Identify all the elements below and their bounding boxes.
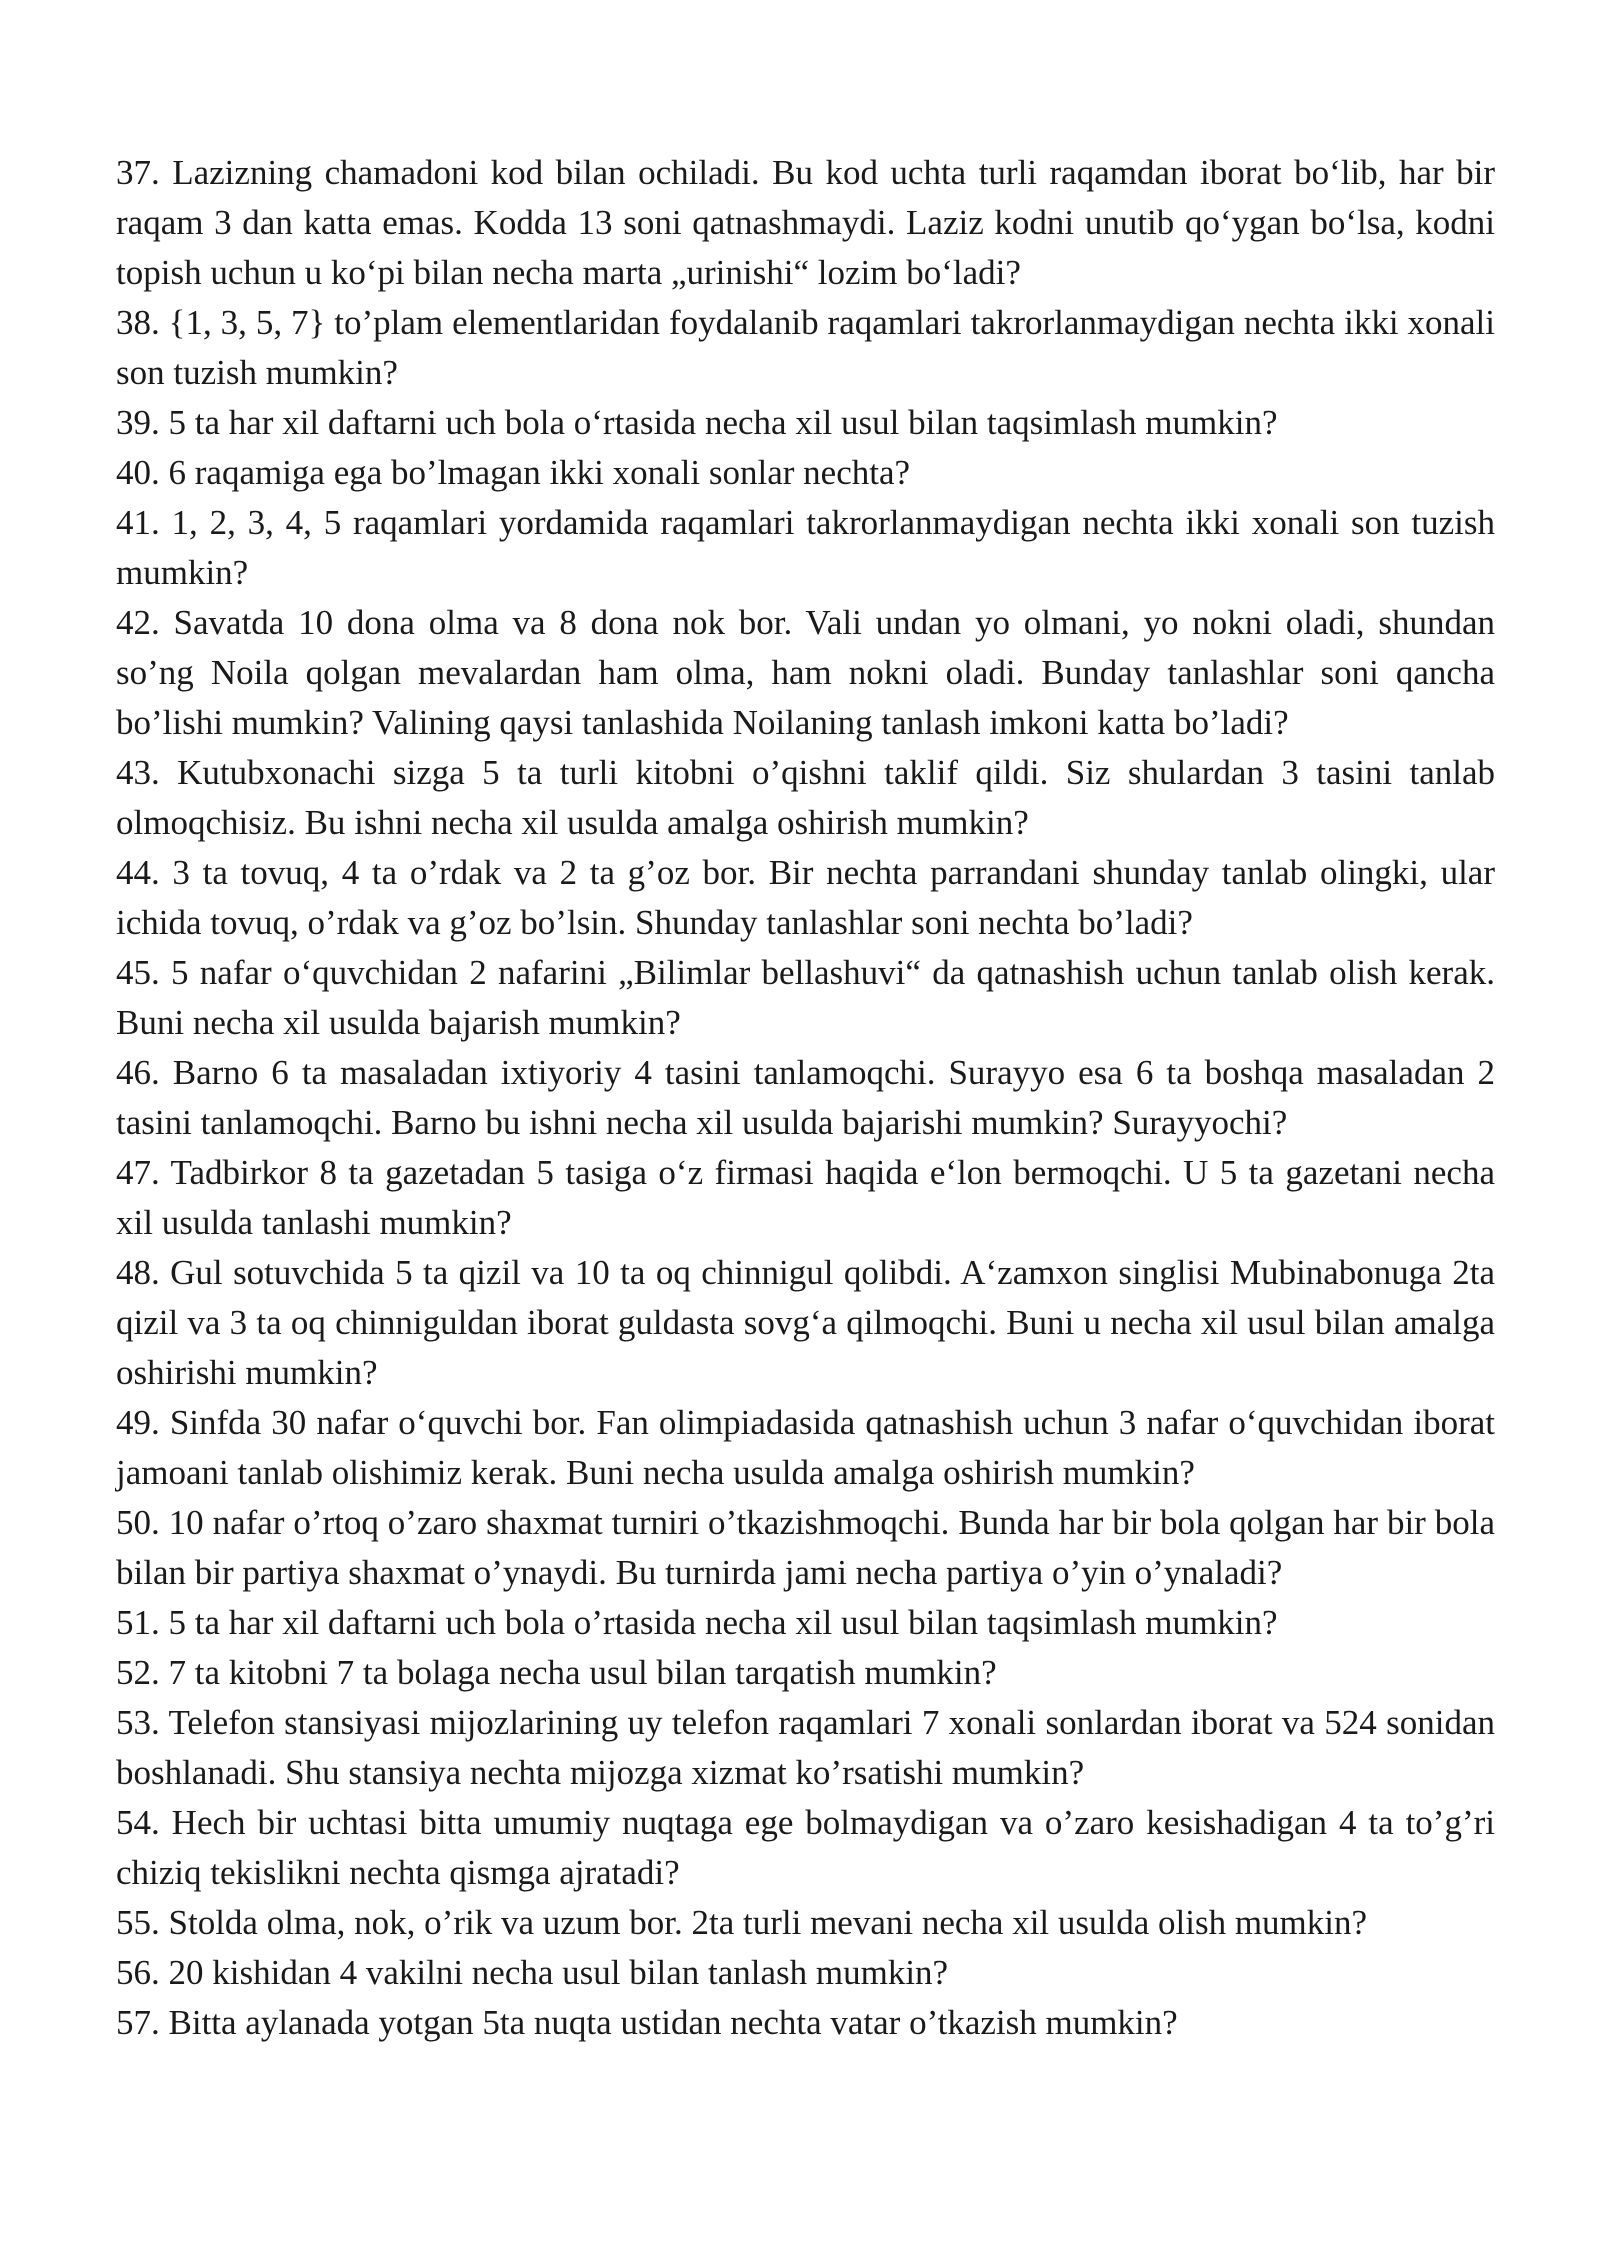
problem-38: 38. {1, 3, 5, 7} to’plam elementlaridan foydalanib raqamlari takrorlanmaydigan nechta ikki xonali son tuzish mumkin? [116,303,1495,392]
problem-55: 55. Stolda olma, nok, o’rik va uzum bor. 2ta turli mevani necha xil usulda olish mumkin? [116,1903,1368,1942]
problem-54: 54. Hech bir uchtasi bitta umumiy nuqtaga ege bolmaydigan va o’zaro kesishadigan 4 ta to’g’ri chiziq tekislikni nechta qismga ajratadi? [116,1803,1495,1892]
problem-50: 50. 10 nafar o’rtoq o’zaro shaxmat turniri o’tkazishmoqchi. Bunda har bir bola qolgan har bir bola bilan bir partiya shaxmat o’ynaydi. Bu turnirda jami necha partiya o’yin o’ynaladi? [116,1503,1495,1592]
problem-43: 43. Kutubxonachi sizga 5 ta turli kitobni o’qishni taklif qildi. Siz shulardan 3 tasini tanlab olmoqchisiz. Bu ishni necha xil usulda amalga oshirish mumkin? [116,753,1495,842]
problem-49: 49. Sinfda 30 nafar o‘quvchi bor. Fan olimpiadasida qatnashish uchun 3 nafar o‘quvchidan iborat jamoani tanlab olishimiz kerak. Buni necha usulda amalga oshirish mumkin? [116,1403,1495,1492]
problem-48: 48. Gul sotuvchida 5 ta qizil va 10 ta oq chinnigul qolibdi. A‘zamxon singlisi Mubinabonuga 2ta qizil va 3 ta oq chinniguldan iborat guldasta sovg‘a qilmoqchi. Buni u necha xil usul bilan amalga oshirishi mumkin? [116,1253,1495,1392]
problem-37: 37. Lazizning chamadoni kod bilan ochiladi. Bu kod uchta turli raqamdan iborat bo‘lib, har bir raqam 3 dan katta emas. Kodda 13 soni qatnashmaydi. Laziz kodni unutib qo‘ygan bo‘lsa, kodni topish uchun u ko‘pi bilan necha marta „urinishi“ lozim bo‘ladi? [116,153,1495,292]
problem-52: 52. 7 ta kitobni 7 ta bolaga necha usul bilan tarqatish mumkin? [116,1653,997,1692]
problem-41: 41. 1, 2, 3, 4, 5 raqamlari yordamida raqamlari takrorlanmaydigan nechta ikki xonali son tuzish mumkin? [116,503,1495,592]
problem-39: 39. 5 ta har xil daftarni uch bola o‘rtasida necha xil usul bilan taqsimlash mumkin? [116,403,1278,442]
problem-53: 53. Telefon stansiyasi mijozlarining uy telefon raqamlari 7 xonali sonlardan iborat va 524 sonidan boshlanadi. Shu stansiya nechta mijozga xizmat ko’rsatishi mumkin? [116,1703,1495,1792]
problem-57: 57. Bitta aylanada yotgan 5ta nuqta ustidan nechta vatar o’tkazish mumkin? [116,2003,1178,2042]
problem-47: 47. Tadbirkor 8 ta gazetadan 5 tasiga o‘z firmasi haqida e‘lon bermoqchi. U 5 ta gazetani necha xil usulda tanlashi mumkin? [116,1153,1495,1242]
problem-44: 44. 3 ta tovuq, 4 ta o’rdak va 2 ta g’oz bor. Bir nechta parrandani shunday tanlab olingki, ular ichida tovuq, o’rdak va g’oz bo’lsin. Shunday tanlashlar soni nechta bo’ladi? [116,853,1495,942]
problem-list [116,148,1495,2048]
problem-40: 40. 6 raqamiga ega bo’lmagan ikki xonali sonlar nechta? [116,453,911,492]
problem-46: 46. Barno 6 ta masaladan ixtiyoriy 4 tasini tanlamoqchi. Surayyo esa 6 ta boshqa masaladan 2 tasini tanlamoqchi. Barno bu ishni necha xil usulda bajarishi mumkin? Surayyochi? [116,1053,1495,1142]
problem-42: 42. Savatda 10 dona olma va 8 dona nok bor. Vali undan yo olmani, yo nokni oladi, shundan so’ng Noila qolgan mevalardan ham olma, ham nokni oladi. Bunday tanlashlar soni qancha bo’lishi mumkin? Valining qaysi tanlashida Noilaning tanlash imkoni katta bo’ladi? [116,603,1495,742]
problem-51: 51. 5 ta har xil daftarni uch bola o’rtasida necha xil usul bilan taqsimlash mumkin? [116,1603,1278,1642]
problem-45: 45. 5 nafar o‘quvchidan 2 nafarini „Bilimlar bellashuvi“ da qatnashish uchun tanlab olish kerak. Buni necha xil usulda bajarish mumkin? [116,953,1495,1042]
problem-56: 56. 20 kishidan 4 vakilni necha usul bilan tanlash mumkin? [116,1953,949,1992]
